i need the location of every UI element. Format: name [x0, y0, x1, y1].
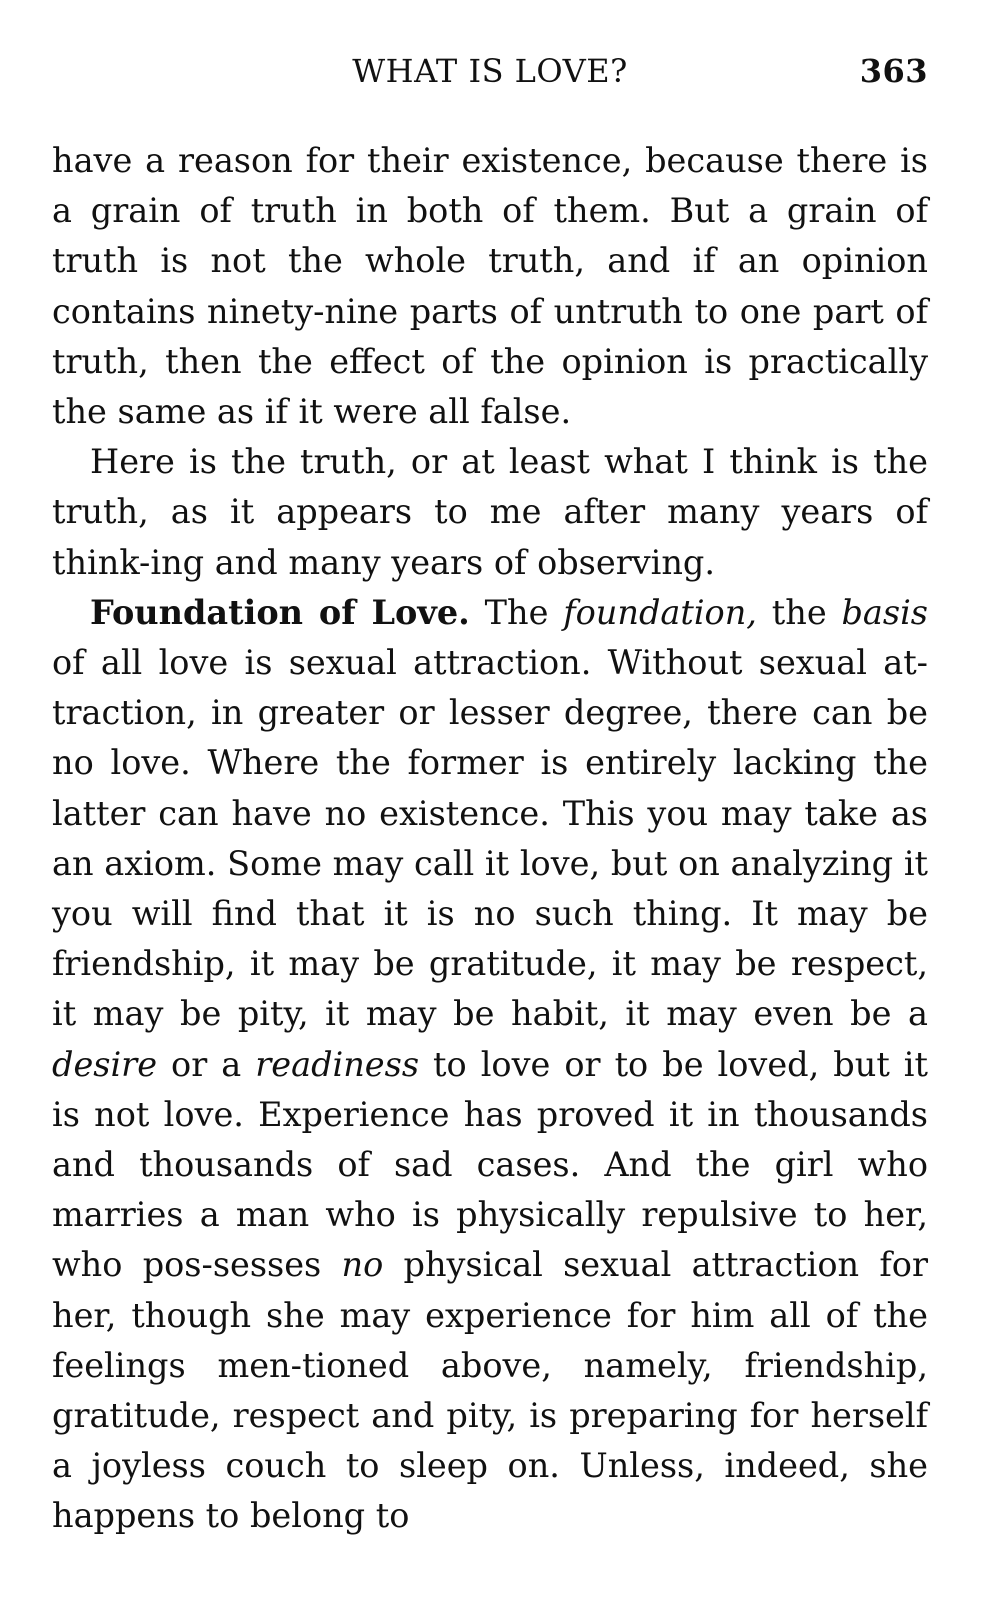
text-span: have a reason for their existence, because there is a grain of truth in both of them. But a grain of truth is not the whole truth, and if an opinion contains ninety-nine parts of untruth to one part of truth, then the effect of the opinion is practically the same as if it were all false. — [52, 141, 928, 432]
page-number: 363 — [859, 52, 928, 90]
paragraph — [52, 136, 928, 437]
body-text — [52, 136, 928, 1542]
text-span: to love or to be loved, but it is not love. Experience has proved it in thousands and thousands of sad cases. And the girl who marries a man who is physically repulsive to her, who pos-sesses — [52, 1044, 928, 1285]
text-span: physical sexual attraction for her, though she may experience for him all of the feelings men-tioned above, namely, friendship, gratitude, respect and pity, is preparing for herself a joyless couch to sleep on. Unless, indeed, she happens to belong to — [52, 1245, 928, 1536]
text-span: of all love is sexual attraction. Without sexual at-traction, in greater or lesser degree, there can be no love. Where the former is entirely lacking the latter can have no existence. This you may take as an axiom. Some may call it love, but on analyzing it you will find that it is no such thing. It may be friendship, it may be gratitude, it may be respect, it may be pity, it may be habit, it may even be a — [52, 643, 928, 1034]
book-page — [52, 52, 928, 1542]
running-title: WHAT IS LOVE? — [352, 52, 628, 90]
text-span: or a — [157, 1044, 256, 1084]
emphasis-text: foundation, — [563, 592, 757, 632]
emphasis-text: basis — [841, 592, 928, 632]
running-head — [52, 52, 928, 100]
emphasis-text: readiness — [255, 1044, 420, 1084]
paragraph — [52, 588, 928, 1542]
emphasis-text: desire — [52, 1044, 158, 1084]
text-span: the — [756, 592, 842, 632]
section-heading: Foundation of Love. — [90, 592, 470, 632]
text-span: The — [469, 592, 564, 632]
emphasis-text: no — [341, 1245, 384, 1285]
text-span: Here is the truth, or at least what I think is the truth, as it appears to me after many years of think-ing and many years of observing. — [52, 442, 928, 582]
paragraph — [52, 437, 928, 588]
